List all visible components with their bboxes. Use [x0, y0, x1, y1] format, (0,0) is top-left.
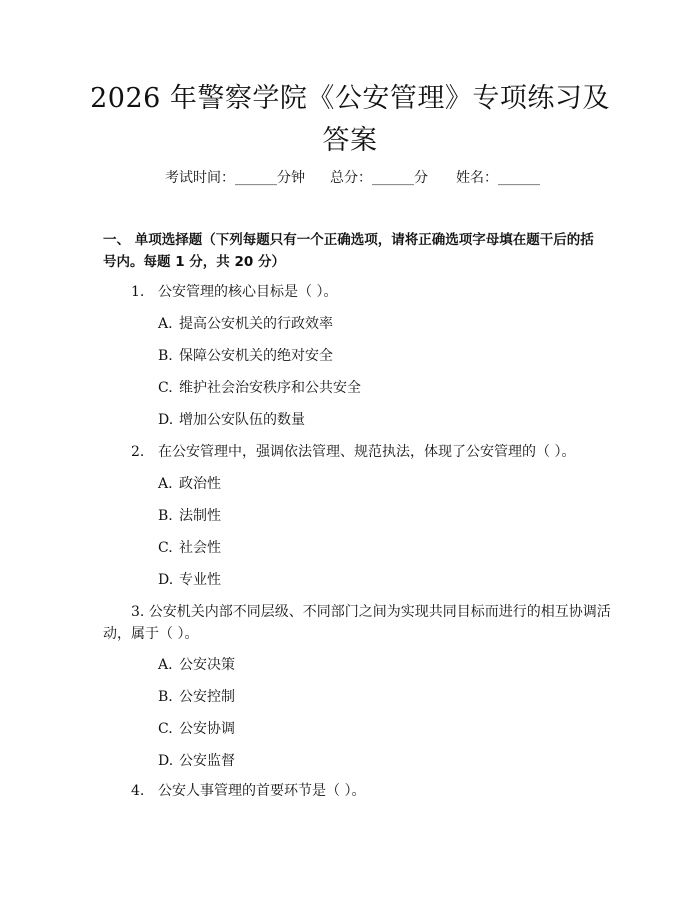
question-1-option-d	[158, 409, 305, 431]
option-letter: B.	[158, 689, 173, 705]
question-3-option-d	[158, 750, 235, 772]
option-letter: B.	[158, 508, 173, 524]
question-number: 2.	[131, 444, 145, 460]
option-text: 增加公安队伍的数量	[179, 412, 305, 428]
option-letter: B.	[158, 348, 173, 364]
option-letter: D.	[158, 572, 174, 588]
question-3-option-a	[158, 654, 235, 676]
question-text: 公安人事管理的首要环节是（ ）。	[158, 783, 366, 799]
section-heading: 一、 单项选择题（下列每题只有一个正确选项，请将正确选项字母填在题干后的括号内。每题 1 分，共 20 分）	[103, 232, 594, 270]
option-letter: C.	[158, 540, 173, 556]
option-text: 保障公安机关的绝对安全	[179, 348, 333, 364]
question-2-option-a	[158, 473, 221, 495]
option-letter: A.	[158, 657, 173, 673]
option-letter: D.	[158, 753, 174, 769]
option-letter: D.	[158, 412, 174, 428]
question-number: 1.	[131, 284, 145, 300]
option-text: 提高公安机关的行政效率	[179, 316, 333, 332]
question-2-option-b	[158, 505, 221, 527]
question-text: 公安管理的核心目标是（ ）。	[158, 284, 338, 300]
option-text: 公安决策	[179, 657, 235, 673]
option-text: 维护社会治安秩序和公共安全	[179, 380, 361, 396]
exam-time-field: 考试时间：______分钟	[165, 170, 305, 186]
question-1-option-c	[158, 377, 361, 399]
option-text: 公安控制	[179, 689, 235, 705]
option-text: 公安监督	[179, 753, 235, 769]
option-text: 法制性	[179, 508, 221, 524]
option-text: 公安协调	[179, 721, 235, 737]
option-text: 专业性	[179, 572, 221, 588]
question-number: 4.	[131, 783, 145, 799]
question-1-option-b	[158, 345, 333, 367]
question-3-option-b	[158, 686, 235, 708]
question-2-option-c	[158, 537, 221, 559]
question-1-option-a	[158, 313, 333, 335]
option-letter: A.	[158, 316, 173, 332]
option-text: 社会性	[179, 540, 221, 556]
question-text: 在公安管理中，强调依法管理、规范执法，体现了公安管理的（ ）。	[158, 444, 576, 460]
document-title: 2026 年警察学院《公安管理》专项练习及答案	[90, 83, 610, 156]
exam-name-field: 姓名：______	[456, 170, 540, 186]
option-letter: C.	[158, 721, 173, 737]
question-2-option-d	[158, 569, 221, 591]
option-letter: C.	[158, 380, 173, 396]
option-text: 政治性	[179, 476, 221, 492]
exam-score-field: 总分：______分	[330, 170, 428, 186]
question-3-option-c	[158, 718, 235, 740]
question-text: 3. 公安机关内部不同层级、不同部门之间为实现共同目标而进行的相互协调活动，属于（ ）。	[103, 604, 611, 642]
option-letter: A.	[158, 476, 173, 492]
